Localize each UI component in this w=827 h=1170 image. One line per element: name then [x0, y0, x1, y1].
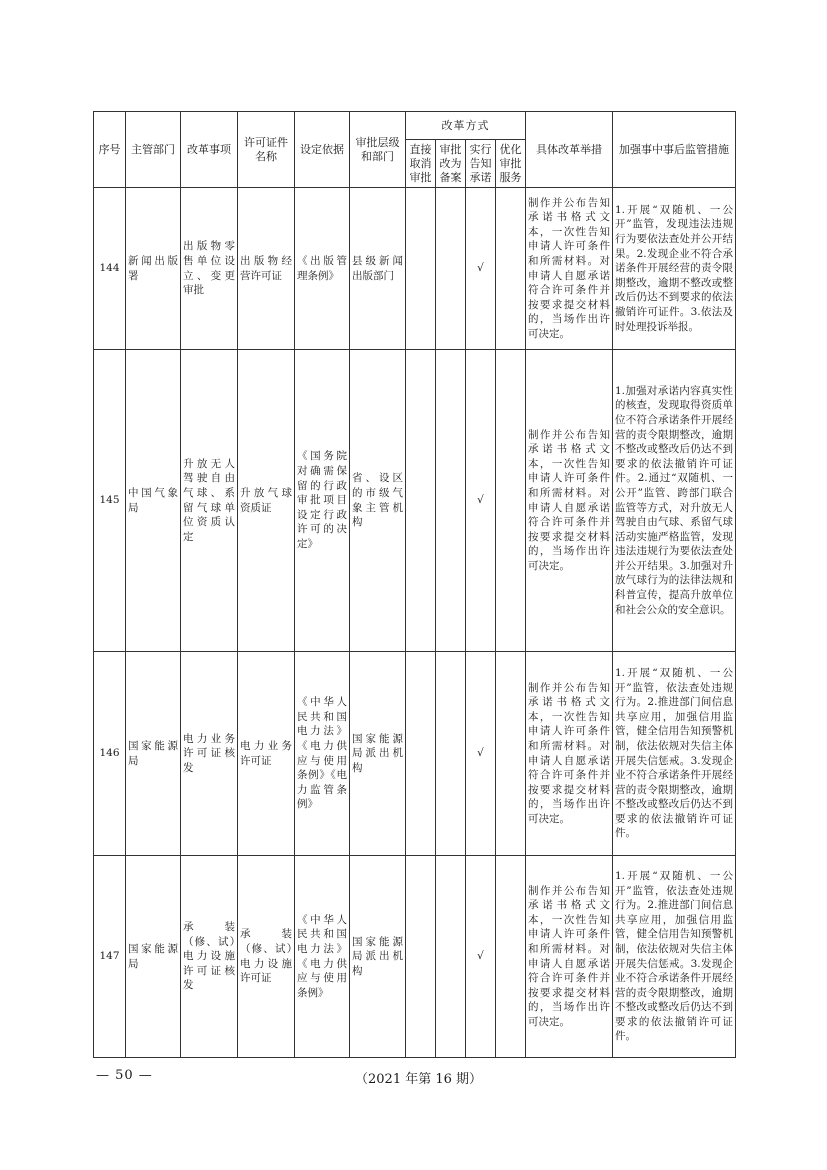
header-basis: 设定依据 — [295, 112, 350, 188]
row-mode-record — [436, 188, 466, 350]
table-row — [94, 856, 736, 1058]
header-item: 改革事项 — [181, 112, 238, 188]
row-mode-record — [436, 652, 466, 856]
row-supervision: 1.开展“双随机、一公开”监管，依法查处违规行为。2.推进部门间信息共享应用，加强信用监管，健全信用告知预警机制，依法依规对失信主体开展失信惩戒。3.发现企业不符合承诺条件开展经营的责令限期整改，逾期不整改或整改后仍达不到要求的依法撤销许可证件。 — [613, 856, 736, 1058]
row-no: 145 — [94, 350, 126, 652]
row-measures: 制作并公布告知承诺书格式文本，一次性告知申请人许可条件和所需材料。对申请人自愿承诺符合许可条件并按要求提交材料的，当场作出许可决定。 — [526, 856, 613, 1058]
row-level: 县级新闻出版部门 — [350, 188, 406, 350]
row-mode-optimize — [496, 652, 526, 856]
row-basis: 《中华人民共和国电力法》《电力供应与使用条例》《电力监管条例》 — [295, 652, 350, 856]
row-no: 144 — [94, 188, 126, 350]
header-mode-record: 审批改为备案 — [436, 140, 466, 188]
row-level: 国家能源局派出机构 — [350, 652, 406, 856]
row-mode-promise-mark: √ — [466, 652, 496, 856]
row-dept: 新闻出版署 — [126, 188, 181, 350]
table-row — [94, 350, 736, 652]
header-mode-promise: 实行告知承诺 — [466, 140, 496, 188]
row-item: 承装（修、试）电力设施许可证核发 — [181, 856, 238, 1058]
row-mode-promise-mark: √ — [466, 856, 496, 1058]
row-level: 省、设区的市级气象主管机构 — [350, 350, 406, 652]
header-mode-optimize: 优化审批服务 — [496, 140, 526, 188]
row-measures: 制作并公布告知承诺书格式文本，一次性告知申请人许可条件和所需材料。对申请人自愿承诺符合许可条件并按要求提交材料的，当场作出许可决定。 — [526, 188, 613, 350]
row-mode-record — [436, 350, 466, 652]
row-item: 升放无人驾驶自由气球、系留气球单位资质认定 — [181, 350, 238, 652]
header-license: 许可证件名称 — [238, 112, 295, 188]
row-dept: 国家能源局 — [126, 652, 181, 856]
row-mode-cancel — [406, 188, 436, 350]
row-mode-optimize — [496, 350, 526, 652]
row-item: 电力业务许可证核发 — [181, 652, 238, 856]
row-supervision: 1.加强对承诺内容真实性的核查，发现取得资质单位不符合承诺条件开展经营的责令限期整改，逾期不整改或整改后仍达不到要求的依法撤销许可证件。2.通过“双随机、一公开”监管、跨部门联合监管等方式，对升放无人驾驶自由气球、系留气球活动实施严格监管，发现违法违规行为要依法查处并公开结果。3.加强对升放气球行为的法律法规和科普宣传，提高升放单位和社会公众的安全意识。 — [613, 350, 736, 652]
row-mode-optimize — [496, 188, 526, 350]
issue-label: （2021 年第 16 期） — [355, 1072, 483, 1087]
row-mode-record — [436, 856, 466, 1058]
header-dept: 主管部门 — [126, 112, 181, 188]
row-measures: 制作并公布告知承诺书格式文本，一次性告知申请人许可条件和所需材料。对申请人自愿承诺符合许可条件并按要求提交材料的，当场作出许可决定。 — [526, 652, 613, 856]
row-no: 146 — [94, 652, 126, 856]
row-license: 出版物经营许可证 — [238, 188, 295, 350]
reform-table — [93, 111, 736, 1058]
header-reform-mode: 改革方式 — [406, 112, 526, 140]
row-license: 承装（修、试）电力设施许可证 — [238, 856, 295, 1058]
header-mode-cancel: 直接取消审批 — [406, 140, 436, 188]
row-dept: 中国气象局 — [126, 350, 181, 652]
row-supervision: 1.开展“双随机、一公开”监管，依法查处违规行为。2.推进部门间信息共享应用，加强信用监管，健全信用告知预警机制，依法依规对失信主体开展失信惩戒。3.发现企业不符合承诺条件开展经营的责令限期整改，逾期不整改或整改后仍达不到要求的依法撤销许可证件。 — [613, 652, 736, 856]
table-row — [94, 188, 736, 350]
row-mode-promise-mark: √ — [466, 350, 496, 652]
row-mode-promise-mark: √ — [466, 188, 496, 350]
row-basis: 《出版管理条例》 — [295, 188, 350, 350]
row-no: 147 — [94, 856, 126, 1058]
row-mode-cancel — [406, 652, 436, 856]
row-mode-cancel — [406, 350, 436, 652]
row-measures: 制作并公布告知承诺书格式文本，一次性告知申请人许可条件和所需材料。对申请人自愿承诺符合许可条件并按要求提交材料的，当场作出许可决定。 — [526, 350, 613, 652]
row-dept: 国家能源局 — [126, 856, 181, 1058]
page-number: — 50 — — [96, 1068, 153, 1083]
table-row — [94, 652, 736, 856]
row-supervision: 1.开展“双随机、一公开”监管，发现违法违规行为要依法查处并公开结果。2.发现企业不符合承诺条件开展经营的责令限期整改，逾期不整改或整改后仍达不到要求的依法撤销许可证件。3.依法及时处理投诉举报。 — [613, 188, 736, 350]
row-license: 电力业务许可证 — [238, 652, 295, 856]
row-item: 出版物零售单位设立、变更审批 — [181, 188, 238, 350]
row-basis: 《中华人民共和国电力法》《电力供应与使用条例》 — [295, 856, 350, 1058]
header-supervision: 加强事中事后监管措施 — [613, 112, 736, 188]
header-level: 审批层级和部门 — [350, 112, 406, 188]
row-basis: 《国务院对确需保留的行政审批项目设定行政许可的决定》 — [295, 350, 350, 652]
row-mode-cancel — [406, 856, 436, 1058]
header-no: 序号 — [94, 112, 126, 188]
row-mode-optimize — [496, 856, 526, 1058]
row-level: 国家能源局派出机构 — [350, 856, 406, 1058]
header-measures: 具体改革举措 — [526, 112, 613, 188]
row-license: 升放气球资质证 — [238, 350, 295, 652]
